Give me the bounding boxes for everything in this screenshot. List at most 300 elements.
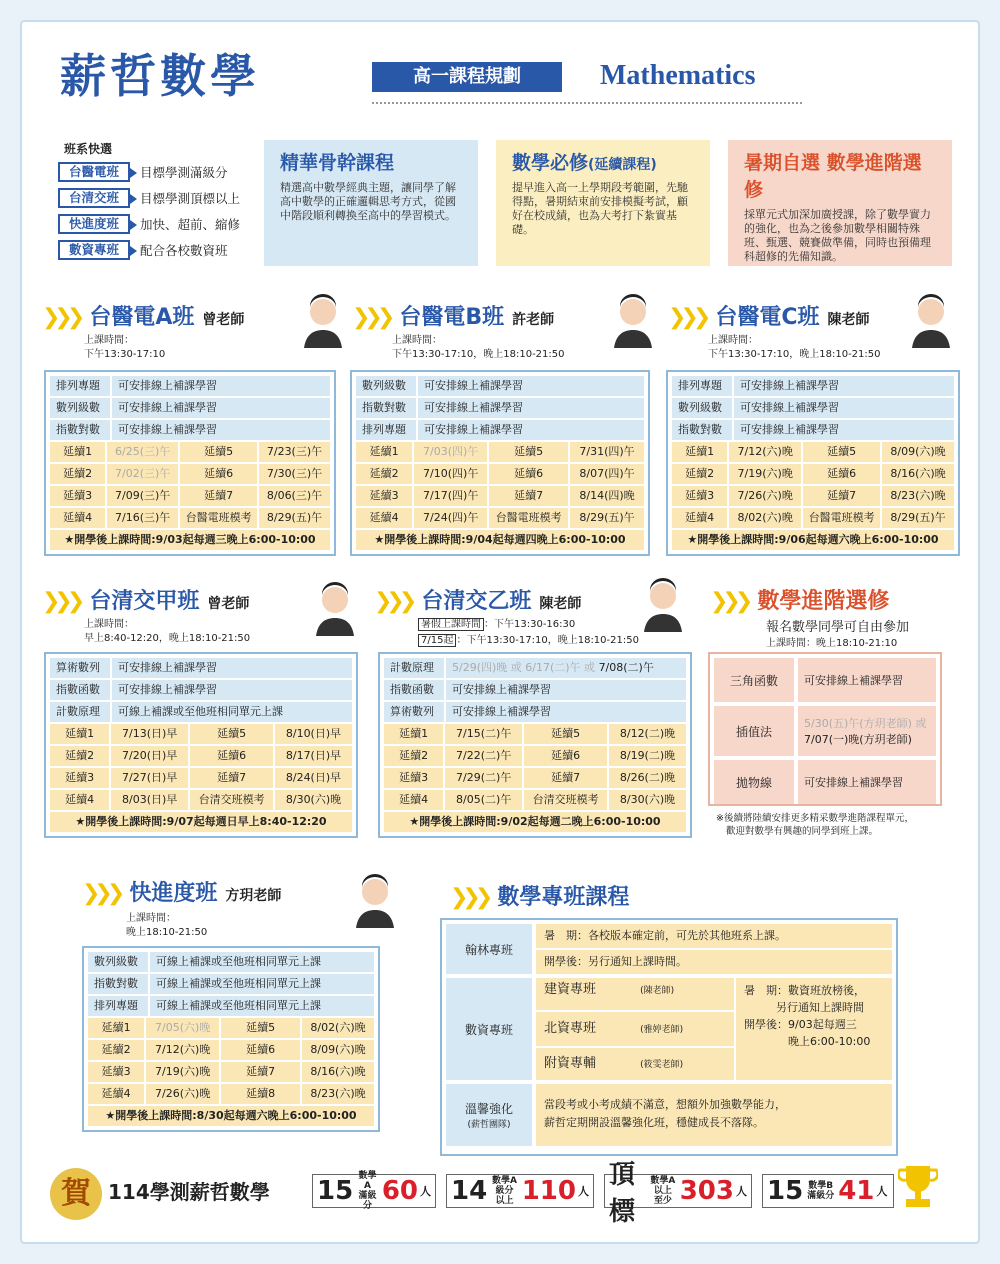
session-row [88,1040,374,1060]
score-sub: 滿級分 [807,1191,835,1201]
session-cell: 台醫電班模考 [180,508,257,528]
session-cell: 延續3 [384,768,443,788]
teacher-name: 曾老師 [202,312,245,328]
session-cell: 延續2 [672,464,727,484]
class-time [126,912,207,940]
session-cell: 延續5 [180,442,257,462]
info-title: 數學必修 [512,152,589,174]
session-cell: 延續5 [803,442,880,462]
session-cell: 台醫電班模考 [489,508,568,528]
score-badge [604,1160,752,1227]
advanced-remark [716,812,914,838]
info-text: 提早進入高一上學期段考範圍，先馳得點，暑期結束前安排模擬考試，顧好在校成績，也為大考打下紮實基礎。 [512,181,688,236]
topic-value: 可線上補課或至他班相同單元上課 [150,974,374,994]
topic-row [50,376,330,396]
schedule-line: 另行通知上課時間 [776,1001,864,1014]
session-cell: 延續2 [88,1040,144,1060]
session-cell: 7/30(三)午 [259,464,330,484]
session-cell: 延續6 [524,746,607,766]
session-row [50,508,330,528]
session-cell: 延續4 [356,508,412,528]
remark-line: 歡迎對數學有興趣的同學到班上課。 [726,826,879,837]
session-cell: 7/23(三)午 [259,442,330,462]
session-row [356,464,644,484]
course-name: 建資專班 [544,982,597,997]
session-row [50,724,352,744]
session-row [384,746,686,766]
session-cell: 8/14(四)晚 [570,486,644,506]
time-value: ：下午13:30-17:10，晚上18:10-21:50 [456,635,639,646]
text-line: 當段考或小考成績不滿意，想額外加強數學能力， [544,1098,786,1111]
special-card [440,918,898,1156]
score-unit: 人 [876,1185,888,1198]
session-cell: 7/20(日)早 [111,746,188,766]
selector-row[interactable] [58,162,228,182]
session-cell: 8/29(五)午 [259,508,330,528]
special-label: 數資專班 [446,978,532,1080]
session-row [88,1018,374,1038]
advanced-time: 上課時間：晚上18:10-21:10 [766,638,898,649]
divider [372,102,802,104]
teacher-avatar [300,294,346,348]
session-cell: 7/22(二)午 [445,746,522,766]
topic-label: 數列級數 [672,398,732,418]
topic-label: 排列專題 [88,996,148,1016]
topic-value: 可安排線上補課學習 [112,680,352,700]
session-cell: 延續3 [50,768,109,788]
topic-value: 可安排線上補課學習 [446,680,686,700]
page-subtitle: 高一課程規劃 [372,62,562,92]
session-cell: 延續6 [180,464,257,484]
session-cell: 台清交班模考 [524,790,607,810]
course-teacher: (陳老師) [640,986,675,996]
topic-row [384,680,686,700]
session-cell: 8/24(日)早 [275,768,352,788]
session-row [50,486,330,506]
session-row [672,464,954,484]
topic-label: 指數函數 [50,680,110,700]
topic-value: 可安排線上補課學習 [446,702,686,722]
section-header-advanced [710,584,889,615]
score-label [807,1181,834,1201]
session-cell: 8/12(二)晚 [609,724,686,744]
time-label: 上課時間： [84,335,134,346]
session-cell: 7/12(六)晚 [729,442,801,462]
topic-label: 排列專題 [672,376,732,396]
session-cell: 延續4 [50,508,105,528]
session-cell: 7/16(三)午 [107,508,178,528]
session-row [672,486,954,506]
special-text [536,1084,892,1146]
session-cell: 8/03(日)早 [111,790,188,810]
topic-row [672,398,954,418]
semester-time: ★開學後上課時間:8/30起每週六晚上6:00-10:00 [88,1106,374,1126]
topic-value: 7/08(二)午 [598,661,654,674]
banner-text: 114學測薪哲數學 [108,1180,270,1204]
selector-row[interactable] [58,214,240,234]
topic-row [50,680,352,700]
special-course [536,1012,734,1046]
topic-value: 可安排線上補課學習 [418,420,644,440]
session-cell: 延續5 [489,442,568,462]
special-label [446,1084,532,1146]
topic-value: 可安排線上補課學習 [112,398,330,418]
selector-desc: 配合各校數資班 [140,243,228,258]
session-cell: 延續7 [489,486,568,506]
session-cell: 8/02(六)晚 [729,508,801,528]
session-cell: 8/23(六)晚 [882,486,954,506]
teacher-name: 陳老師 [539,596,582,612]
score-big: 15 [317,1176,354,1206]
info-title: 精華骨幹課程 [280,152,395,174]
topic-row [50,702,352,722]
score-sub: 數學A [650,1176,676,1186]
topic-value: 可安排線上補課學習 [418,398,644,418]
advanced-value: 7/07(一)晚(方玥老師) [804,733,912,746]
topic-row [672,376,954,396]
session-cell: 6/25(三)午 [107,442,178,462]
advanced-value: 可安排線上補課學習 [798,760,936,804]
advanced-card [708,652,942,806]
advanced-label: 三角函數 [714,658,794,702]
session-cell: 7/27(日)早 [111,768,188,788]
selector-desc: 目標學測滿級分 [140,165,228,180]
session-cell: 延續8 [221,1084,300,1104]
session-row [384,790,686,810]
time-value: ：下午13:30-16:30 [484,619,576,630]
info-box-required [496,140,710,266]
info-title-suffix: (延續課程) [588,157,657,173]
teacher-name: 曾老師 [207,596,250,612]
topic-value: 5/29(四)晚 或 6/17(二)午 或 [452,661,596,674]
schedule-card [378,652,692,838]
topic-label: 指數對數 [50,420,110,440]
semester-time: ★開學後上課時間:9/02起每週二晚上6:00-10:00 [384,812,686,832]
session-cell: 延續7 [180,486,257,506]
session-cell: 延續2 [356,464,412,484]
session-cell: 8/19(二)晚 [609,746,686,766]
semester-time: ★開學後上課時間:9/07起每週日早上8:40-12:20 [50,812,352,832]
time-value: 晚上18:10-21:50 [126,927,208,938]
special-label: 翰林專班 [446,924,532,974]
score-big: 15 [767,1176,804,1206]
session-cell: 延續4 [88,1084,144,1104]
topic-label: 指數對數 [88,974,148,994]
class-time [392,334,565,362]
remark-line: ※後續將陸續安排更多精采數學進階課程單元， [716,813,914,824]
schedule-card [666,370,960,556]
section-header [352,300,554,331]
course-teacher: (雅婷老師) [640,1025,684,1035]
session-row [672,508,954,528]
session-cell: 延續2 [50,746,109,766]
schedule-card [82,946,380,1132]
topic-row [356,376,644,396]
score-label [491,1176,518,1206]
session-cell: 延續6 [221,1040,300,1060]
topic-value: 可安排線上補課學習 [734,398,954,418]
topic-row [384,702,686,722]
score-badge [762,1174,894,1208]
topic-value: 可安排線上補課學習 [112,420,330,440]
special-text: 開學後：另行通知上課時間。 [536,950,892,974]
session-cell: 8/05(二)午 [445,790,522,810]
topic-value: 可安排線上補課學習 [734,376,954,396]
topic-label: 排列專題 [50,376,110,396]
time-label: 上課時間： [84,619,134,630]
score-label [357,1171,378,1211]
teacher-name: 許老師 [512,312,555,328]
session-cell: 延續5 [524,724,607,744]
session-cell: 延續4 [50,790,109,810]
semester-time: ★開學後上課時間:9/03起每週三晚上6:00-10:00 [50,530,330,550]
session-row [672,442,954,462]
session-cell: 延續3 [88,1062,144,1082]
info-box-core [264,140,478,266]
session-cell: 7/03(四)午 [414,442,487,462]
special-text: 暑 期：各校版本確定前，可先於其他班系上課。 [536,924,892,948]
topic-label: 計數原理 [50,702,110,722]
session-cell: 7/19(六)晚 [729,464,801,484]
course-name: 附資專輔 [544,1056,597,1071]
time-tag: 7/15起 [418,634,456,647]
section-header [42,300,244,331]
special-schedule [736,978,892,1080]
schedule-card [44,652,358,838]
page [20,20,980,1244]
chevron-icon: ❯❯❯ [374,589,412,614]
session-cell: 台清交班模考 [190,790,273,810]
section-header-special [450,880,629,911]
chevron-icon: ❯❯❯ [668,305,706,330]
session-cell: 8/16(六)晚 [302,1062,374,1082]
session-cell: 7/15(二)午 [445,724,522,744]
topic-label: 排列專題 [356,420,416,440]
session-row [88,1062,374,1082]
congrats-seal: 賀 [50,1168,102,1220]
time-value: 早上8:40-12:20，晚上18:10-21:50 [84,633,251,644]
special-course [536,1048,734,1080]
topic-row [88,974,374,994]
score-count: 60 [381,1176,418,1206]
session-cell: 延續3 [50,486,105,506]
session-cell: 7/26(六)晚 [146,1084,219,1104]
session-cell: 8/29(五)午 [570,508,644,528]
selector-tag: 台清交班 [58,188,130,208]
time-label: 上課時間： [708,335,758,346]
topic-label: 指數對數 [672,420,732,440]
topic-label: 指數對數 [356,398,416,418]
session-row [356,486,644,506]
session-row [356,442,644,462]
section-title: 台醫電B班 [399,305,505,330]
info-box-elective [728,140,952,266]
session-cell: 延續2 [384,746,443,766]
session-cell: 延續7 [190,768,273,788]
topic-label: 數列級數 [88,952,148,972]
session-cell: 8/16(六)晚 [882,464,954,484]
topic-row [88,996,374,1016]
session-cell: 7/05(六)晚 [146,1018,219,1038]
selector-row[interactable] [58,240,228,260]
session-cell: 延續6 [803,464,880,484]
session-cell: 8/06(三)午 [259,486,330,506]
session-cell: 8/23(六)晚 [302,1084,374,1104]
semester-time: ★開學後上課時間:9/06起每週六晚上6:00-10:00 [672,530,954,550]
session-cell: 7/29(二)午 [445,768,522,788]
session-cell: 8/07(四)午 [570,464,644,484]
session-cell: 8/02(六)晚 [302,1018,374,1038]
topic-row [50,398,330,418]
teacher-avatar [352,874,398,928]
score-badge [446,1174,594,1208]
score-sub: 滿級分 [358,1191,377,1211]
topic-row [88,952,374,972]
teacher-avatar [908,294,954,348]
session-row [50,790,352,810]
course-name: 北資專班 [544,1021,597,1036]
class-time [84,334,165,362]
score-unit: 人 [736,1185,747,1198]
score-sub: 數學A [491,1176,517,1186]
session-cell: 延續6 [190,746,273,766]
section-header [668,300,869,331]
time-label: 上課時間： [126,913,176,924]
special-course [536,978,734,1010]
session-row [356,508,644,528]
topic-value: 可安排線上補課學習 [734,420,954,440]
topic-value: 可安排線上補課學習 [418,376,644,396]
topic-value: 可線上補課或至他班相同單元上課 [112,702,352,722]
topic-row [672,420,954,440]
score-count: 41 [838,1176,875,1206]
section-header [42,584,249,615]
section-title: 台清交甲班 [89,589,200,614]
session-cell: 7/12(六)晚 [146,1040,219,1060]
session-cell: 延續1 [50,724,109,744]
topic-value: 可安排線上補課學習 [112,658,352,678]
text-line: 薪哲定期開設溫馨強化班，穩健成長不落隊。 [544,1116,764,1129]
score-big: 14 [451,1176,488,1206]
schedule-line: 開學後：9/03起每週三 [744,1018,857,1031]
session-cell: 7/19(六)晚 [146,1062,219,1082]
teacher-avatar [610,294,656,348]
label-text: 溫馨強化 [464,1102,513,1116]
trophy-icon [898,1162,938,1212]
section-title: 數學專班課程 [497,885,630,910]
session-cell: 延續6 [489,464,568,484]
time-value: 下午13:30-17:10，晚上18:10-21:50 [392,349,565,360]
session-cell: 7/10(四)午 [414,464,487,484]
section-title: 快進度班 [129,881,218,906]
section-title: 數學進階選修 [757,589,890,614]
chevron-icon: ❯❯❯ [42,589,80,614]
advanced-value: 5/30(五)午(方玥老師) 或 [804,717,927,730]
selector-tag: 快進度班 [58,214,130,234]
score-count: 110 [521,1176,576,1206]
score-sub: 數學B [808,1181,834,1191]
score-label [650,1176,676,1206]
class-time [418,618,639,648]
topic-row [356,398,644,418]
advanced-label: 拋物線 [714,760,794,804]
session-cell: 8/10(日)早 [275,724,352,744]
time-value: 下午13:30-17:10，晚上18:10-21:50 [708,349,881,360]
session-cell: 7/09(三)午 [107,486,178,506]
session-cell: 延續4 [384,790,443,810]
selector-row[interactable] [58,188,240,208]
score-big: 頂標 [609,1160,636,1227]
topic-row [50,420,330,440]
score-badge [312,1171,436,1211]
session-cell: 8/26(二)晚 [609,768,686,788]
class-time [84,618,250,646]
section-title: 台醫電A班 [89,305,195,330]
schedule-card [350,370,650,556]
session-cell: 延續5 [221,1018,300,1038]
session-cell: 延續7 [221,1062,300,1082]
course-teacher: (筱雯老師) [640,1060,684,1070]
section-title: 台清交乙班 [421,589,532,614]
teacher-name: 陳老師 [827,312,870,328]
info-text: 精選高中數學經典主題，讓同學了解高中數學的正確邏輯思考方式，從國中階段順利轉換至高中的學習模式。 [280,181,456,222]
topic-label: 數列級數 [356,376,416,396]
info-title: 暑期自選 數學進階選修 [744,152,922,201]
advanced-note: 報名數學同學可自由參加 [766,620,910,635]
session-cell: 8/17(日)早 [275,746,352,766]
selector-desc: 加快、超前、縮修 [140,217,241,232]
teacher-name: 方玥老師 [225,888,282,904]
session-row [384,768,686,788]
topic-value: 可線上補課或至他班相同單元上課 [150,996,374,1016]
teacher-avatar [312,582,358,636]
session-cell: 8/09(六)晚 [882,442,954,462]
session-cell: 7/24(四)午 [414,508,487,528]
chevron-icon: ❯❯❯ [42,305,80,330]
score-unit: 人 [578,1185,589,1198]
english-title: Mathematics [600,60,756,91]
schedule-line: 暑 期：數資班放榜後， [744,984,865,997]
topic-label: 數列級數 [50,398,110,418]
session-cell: 延續3 [672,486,727,506]
teacher-avatar [640,578,686,632]
session-row [50,464,330,484]
section-header [374,584,581,615]
score-sub: 數學A [358,1171,377,1191]
topic-label: 計數原理 [384,658,444,678]
selector-desc: 目標學測頂標以上 [140,191,241,206]
time-value: 下午13:30-17:10 [84,349,166,360]
selector-title: 班系快選 [64,142,113,156]
session-row [50,746,352,766]
session-cell: 8/30(六)晚 [609,790,686,810]
session-row [50,442,330,462]
topic-label: 算術數列 [50,658,110,678]
session-cell: 8/30(六)晚 [275,790,352,810]
topic-row [384,658,686,678]
session-cell: 延續1 [672,442,727,462]
session-cell: 7/02(三)午 [107,464,178,484]
session-cell: 7/31(四)午 [570,442,644,462]
chevron-icon: ❯❯❯ [710,589,748,614]
schedule-line: 晚上6:00-10:00 [788,1035,871,1048]
topic-value: 可線上補課或至他班相同單元上課 [150,952,374,972]
advanced-label: 插值法 [714,706,794,756]
schedule-card [44,370,336,556]
session-cell: 7/26(六)晚 [729,486,801,506]
label-sub: (薪哲團隊) [467,1120,511,1130]
topic-value: 可安排線上補課學習 [112,376,330,396]
